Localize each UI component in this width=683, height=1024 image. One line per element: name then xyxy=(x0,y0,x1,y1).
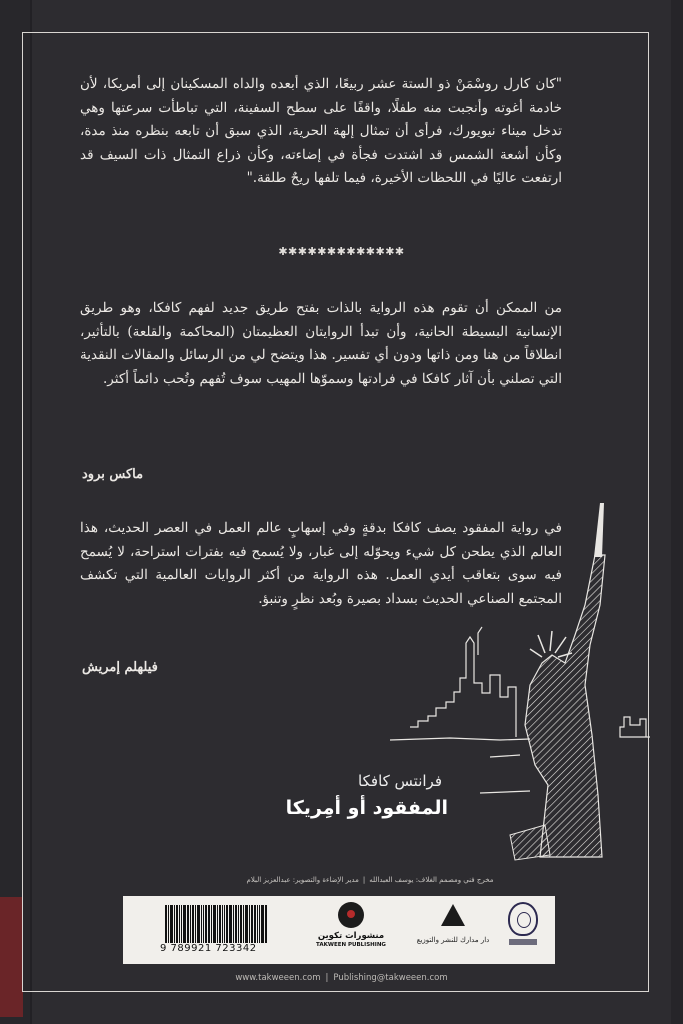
rafidain-tagline-bar xyxy=(509,939,537,945)
takween-logo-icon xyxy=(338,902,364,928)
email-link[interactable]: Publishing@takweeen.com xyxy=(333,973,448,983)
book-author: فرانتس كافكا xyxy=(358,772,442,790)
blurb-quote: "كان كارل روسْمَنْ ذو الستة عشر ربيعًا، الذي أبعده والداه المسكينان إلى أمريكا، لأن خادمة أغوته وأنجبت منه طفلًا، واقفًا على سطح السفينة، التي تباطأت سرعتها وهي تدخل ميناء نيويورك، فرأى أن تمثال إلهة الحرية، الذي سبق أن تابعه بنظره منذ مدة، وكأن أشعة الشمس قد اشتدت فجأة في إضاءته، وكأن ذراع التمثال ذات السيف قد ارتفعت عاليًا في اللحظات الأخيرة، فيما تلفها ريحٌ طلقة." xyxy=(80,76,562,186)
rafidain-publisher-logo xyxy=(501,902,545,945)
takween-arabic-name: منشورات تكوين xyxy=(317,931,385,941)
credit-separator: | xyxy=(362,876,366,884)
credit-photographer: مدير الإضاءة والتصوير: عبدالعزيز البلام xyxy=(246,876,359,884)
madarik-publisher-logo xyxy=(408,904,498,944)
review-author-wilhelm-emrich: فيلهلم إمريش xyxy=(82,660,158,675)
madarik-name: دار مدارك للنشر والتوزيع xyxy=(416,936,490,944)
review-max-brod: من الممكن أن تقوم هذه الرواية بالذات بفتح طريق جديد لفهم كافكا، وهو طريق الإنسانية البسيطة الحانية، وأن تبدأ الروايتان العظيمتان (المحاكمة والقلعة) بالتأثير، انطلاقاً من هنا ومن ذاتها ودون أي تفسير. هذا ويتضح لي من الرسائل والمقالات النقدية التي تصلني بأن آثار كافكا في فرادتها وسموّها المهيب سوف تُفهم وتُحب دائماً أكثر. xyxy=(80,300,562,387)
spine-red-accent xyxy=(0,897,23,1017)
isbn-barcode xyxy=(165,905,275,943)
section-separator: ✱✱✱✱✱✱✱✱✱✱✱✱✱ xyxy=(278,245,405,258)
madarik-logo-icon xyxy=(441,904,465,926)
credit-designer: مخرج فني ومصمم الغلاف: يوسف العبدالله xyxy=(369,876,494,884)
takween-english-name: TAKWEEN PUBLISHING xyxy=(316,942,386,948)
book-title: المفقود أو أمِريكا xyxy=(285,797,448,819)
review-wilhelm-emrich: في رواية المفقود يصف كافكا بدقةٍ وفي إسهابٍ عالم العمل في العصر الحديث، هذا العالم الذي يطحن كل شيء ويحوّله إلى غبار، ولا يُسمح فيه بفترات استراحة، لا يُسمح فيه سوى بتعاقب أيدي العمل. هذه الرواية من أكثر الروايات العالمية التي تكشف المجتمع الصناعي الحديث بسداد بصيرة وبُعد نظرٍ وتنبؤ. xyxy=(80,520,562,607)
publisher-contact-footer xyxy=(0,973,683,983)
takween-publishing-logo xyxy=(311,902,391,948)
cover-right-edge xyxy=(671,0,683,1024)
website-link[interactable]: www.takweeen.com xyxy=(235,973,321,983)
design-credits xyxy=(170,876,570,884)
rafidain-logo-icon xyxy=(508,902,538,936)
isbn-number: 9 789921 723342 xyxy=(160,943,257,954)
publisher-logo-strip xyxy=(123,896,555,964)
review-author-max-brod: ماكس برود xyxy=(82,467,144,482)
footer-separator: | xyxy=(325,973,329,983)
